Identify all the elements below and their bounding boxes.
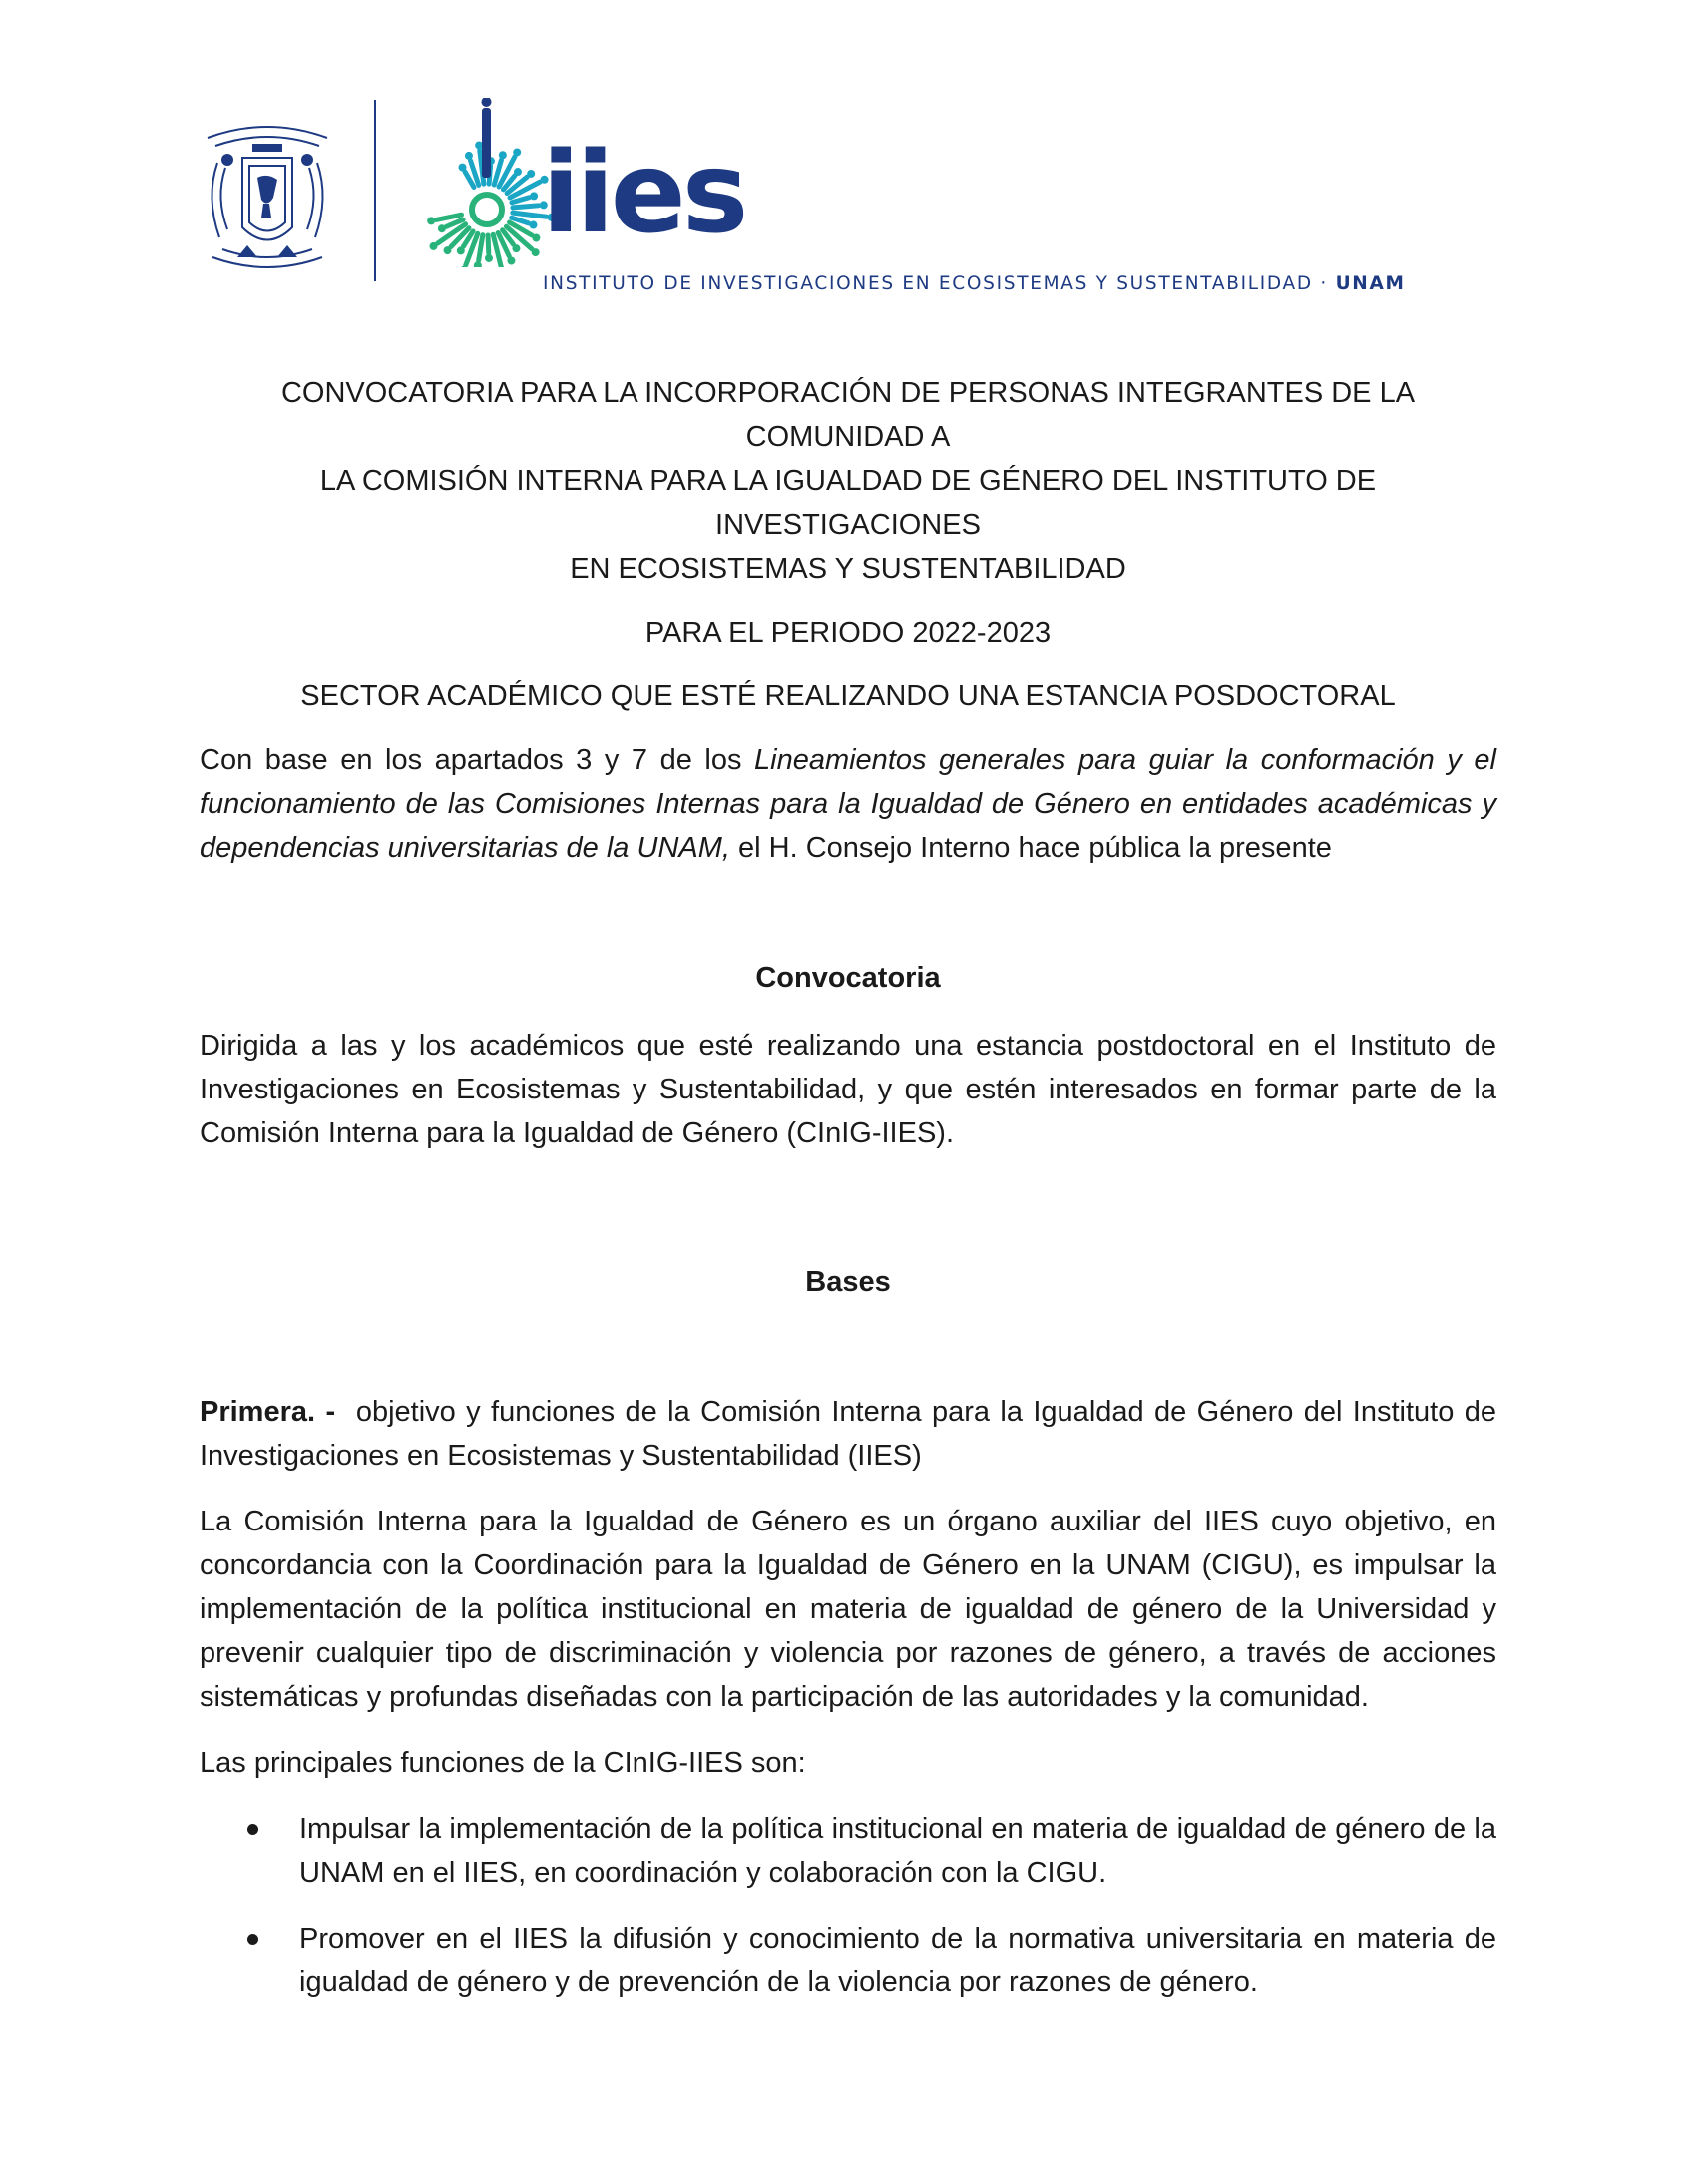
intro-paragraph: Con base en los apartados 3 y 7 de los Lineamientos generales para guiar la conformación y el funcionamiento de las Comisiones Internas para la Igualdad de Género en entidades académicas y dependencias universitarias de la UNAM, el H. Consejo Interno hace pública la presente bbox=[200, 744, 1496, 864]
list-item: Promover en el IIES la difusión y conocimiento de la normativa universitaria en materia de igualdad de género y de prevención de la violencia por razones de género. bbox=[200, 1917, 1496, 2004]
objetivo-paragraph: La Comisión Interna para la Igualdad de Género es un órgano auxiliar del IIES cuyo objetivo, en concordancia con la Coordinación para la Igualdad de Género en la UNAM (CIGU), es impulsar la implementación de la política institucional en materia de igualdad de género de la Universidad y prevenir cualquier tipo de discriminación y violencia por razones de género, a través de acciones sistemáticas y profundas diseñadas con la participación de las autoridades y la comunidad. bbox=[200, 1506, 1496, 1713]
iies-sunburst-logo bbox=[405, 98, 555, 267]
document-title: CONVOCATORIA PARA LA INCORPORACIÓN DE PERSONAS INTEGRANTES DE LA COMUNIDAD A LA COMISIÓN INTERNA PARA LA IGUALDAD DE GÉNERO DEL INSTITUTO DE INVESTIGACIONES EN ECOSISTEMAS Y SUSTENTABILIDAD bbox=[280, 377, 1416, 585]
period-line: PARA EL PERIODO 2022-2023 bbox=[644, 617, 1052, 649]
convocatoria-heading: Convocatoria bbox=[755, 962, 941, 994]
unam-seal-logo bbox=[198, 118, 337, 277]
primera-label: Primera. - bbox=[200, 1396, 336, 1428]
sector-line: SECTOR ACADÉMICO QUE ESTÉ REALIZANDO UNA ESTANCIA POSDOCTORAL bbox=[300, 680, 1396, 712]
lineamientos-title: Lineamientos generales para guiar la conformación y el funcionamiento de las Comisiones Internas para la Igualdad de Género en entidades académicas y dependencias universitarias de la UNAM, bbox=[200, 744, 1496, 864]
bases-heading: Bases bbox=[805, 1266, 891, 1298]
funciones-intro: Las principales funciones de la CInIG-IIES son: bbox=[200, 1747, 806, 1779]
dirigida-paragraph: Dirigida a las y los académicos que esté realizando una estancia postdoctoral en el Instituto de Investigaciones en Ecosistemas y Sustentabilidad, y que estén interesados en formar parte de la Comisión Interna para la Igualdad de Género (CInIG-IIES). bbox=[200, 1030, 1496, 1149]
list-item: Impulsar la implementación de la política institucional en materia de igualdad de género de la UNAM en el IIES, en coordinación y colaboración con la CIGU. bbox=[200, 1807, 1496, 1895]
primera-paragraph: Primera. - objetivo y funciones de la Comisión Interna para la Igualdad de Género del Instituto de Investigaciones en Ecosistemas y Sustentabilidad (IIES) bbox=[200, 1396, 1505, 1472]
funciones-list bbox=[200, 1807, 1496, 2004]
bullet-icon bbox=[247, 1824, 258, 1835]
institute-name: INSTITUTO DE INVESTIGACIONES EN ECOSISTEMAS Y SUSTENTABILIDAD · UNAM bbox=[543, 273, 1406, 294]
iies-wordmark: iies bbox=[542, 129, 745, 258]
logo-divider bbox=[374, 100, 376, 281]
bullet-icon bbox=[247, 1934, 258, 1945]
letterhead bbox=[198, 98, 1494, 294]
document-body bbox=[200, 371, 1505, 2004]
